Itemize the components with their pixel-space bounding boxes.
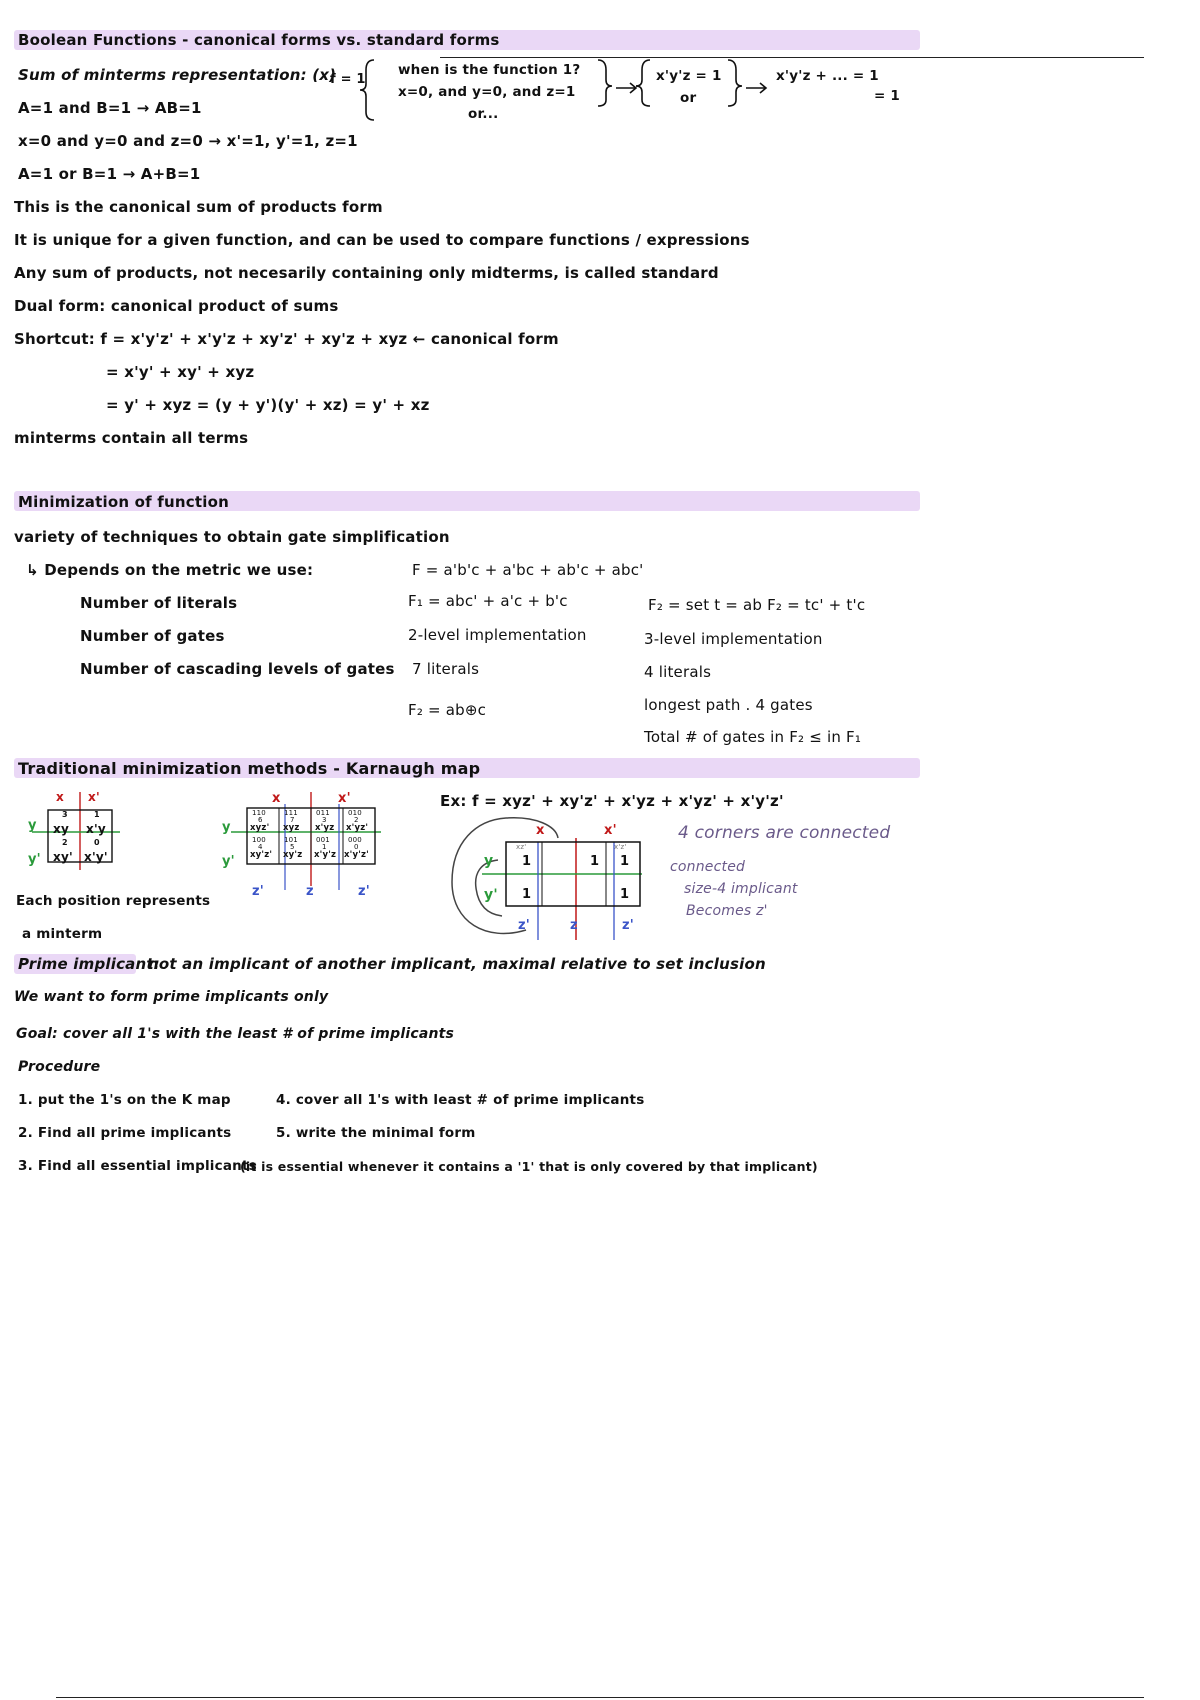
result-eq1: = 1 — [874, 88, 901, 104]
kx-xp-label: x' — [604, 823, 617, 838]
function-f1: F₁ = abc' + a'c + b'c — [408, 592, 568, 610]
kx-cell-b: x'z' — [614, 843, 627, 851]
result-or: or — [680, 90, 697, 106]
k3-top-idx: 7 — [290, 816, 295, 824]
k2-n11: 3 — [62, 810, 68, 819]
kx-yp-label: y' — [484, 887, 498, 903]
k2-n12: 1 — [94, 810, 100, 819]
f2-path: longest path . 4 gates — [644, 696, 813, 714]
kx-z3-label: z' — [622, 918, 634, 933]
k3-bot-idx: 0 — [354, 843, 359, 851]
procedure-step-3-note: (it is essential whenever it contains a '1' that is only covered by that implicant) — [240, 1159, 818, 1174]
k3-top-num: 110 — [252, 809, 266, 817]
kx-y-label: y — [484, 853, 494, 869]
k3-bot-idx: 4 — [258, 843, 263, 851]
f2-level: 3-level implementation — [644, 630, 823, 648]
metric-levels: Number of cascading levels of gates — [80, 660, 395, 678]
brace-line-3: or... — [468, 106, 499, 122]
sum-label: Sum of minterms representation: (x) — [18, 66, 337, 84]
k3-top-cell: x'yz — [315, 823, 335, 833]
k3-bot-idx: 1 — [322, 843, 327, 851]
k2-y-label: y — [28, 818, 37, 833]
bullet-variety: variety of techniques to obtain gate simplification — [14, 528, 450, 546]
f2-heading: F₂ = set t = ab F₂ = tc' + t'c — [648, 596, 866, 614]
k3-top-num: 111 — [284, 809, 298, 817]
k2-xp-label: x' — [88, 790, 100, 804]
depends-line: ↳ Depends on the metric we use: — [26, 561, 314, 579]
xyz-line: x=0 and y=0 and z=0 → x'=1, y'=1, z=1 — [18, 132, 358, 150]
left-brace — [360, 60, 374, 120]
goal-line: Goal: cover all 1's with the least # of prime implicants — [16, 1026, 455, 1042]
k3-bot-cell: x'y'z — [314, 850, 337, 860]
k2-c11: xy — [53, 822, 69, 836]
k3-bot-cell: xy'z — [283, 850, 303, 860]
kx-one: 1 — [620, 854, 630, 869]
left-brace-2 — [636, 60, 650, 86]
section-title: Minimization of function — [18, 493, 229, 511]
bullet-minterms: minterms contain all terms — [14, 429, 249, 447]
k3-top-cell: xyz — [283, 823, 300, 833]
bullet-standard: Any sum of products, not necesarily containing only midterms, is called standard — [14, 264, 719, 282]
procedure-step-2: 2. Find all prime implicants — [18, 1125, 232, 1141]
k3-bot-num: 001 — [316, 836, 330, 844]
k2-c22: x'y' — [84, 850, 108, 864]
procedure-heading: Procedure — [18, 1059, 101, 1075]
procedure-step-1: 1. put the 1's on the K map — [18, 1092, 231, 1108]
brace-line-2: x=0, and y=0, and z=1 — [398, 84, 576, 100]
k3-bot-num: 101 — [284, 836, 298, 844]
k3-top-cell: xyz' — [250, 823, 270, 833]
note-becomes: Becomes z' — [686, 903, 768, 919]
shortcut-step-3: = y' + xyz = (y + y')(y' + xz) = y' + xz — [106, 396, 430, 414]
kx-one: 1 — [620, 887, 630, 902]
footer-rule — [56, 1697, 1144, 1698]
k2-n21: 2 — [62, 838, 68, 847]
ab-or-line: A=1 or B=1 → A+B=1 — [18, 165, 201, 183]
kx-z1-label: z' — [518, 918, 530, 933]
left-brace-2b — [636, 86, 650, 106]
brace-line-1: when is the function 1? — [398, 62, 581, 78]
k2-n22: 0 — [94, 838, 100, 847]
procedure-step-3: 3. Find all essential implicants — [18, 1158, 257, 1174]
ab-and-line: A=1 and B=1 → AB=1 — [18, 99, 202, 117]
metric-gates: Number of gates — [80, 627, 225, 645]
bullet-shortcut: Shortcut: f = x'y'z' + x'y'z + xy'z' + xy'z + xyz ← canonical form — [14, 330, 559, 348]
kx-x-label: x — [536, 823, 545, 838]
bullet-dual: Dual form: canonical product of sums — [14, 297, 339, 315]
prime-definition: not an implicant of another implicant, maximal relative to set inclusion — [148, 955, 766, 973]
kx-one: 1 — [522, 887, 532, 902]
arrow-shape-2 — [746, 83, 766, 93]
f1-level: 2-level implementation — [408, 626, 587, 644]
k3-top-cell: x'yz' — [346, 823, 369, 833]
k3-xp-label: x' — [338, 791, 351, 806]
k3-x-label: x — [272, 791, 281, 806]
k2-c21: xy' — [53, 850, 73, 864]
k3-top-idx: 2 — [354, 816, 359, 824]
function-f: F = a'b'c + a'bc + ab'c + abc' — [412, 561, 644, 579]
k3-z1-label: z' — [252, 884, 264, 899]
shortcut-step-2: = x'y' + xy' + xyz — [106, 363, 255, 381]
kx-one: 1 — [522, 854, 532, 869]
k2-c12: x'y — [86, 822, 106, 836]
right-brace — [598, 60, 612, 106]
k2-yp-label: y' — [28, 852, 41, 867]
each-position-text: Each position represents — [16, 893, 211, 909]
f-equals-one: f = 1 — [330, 72, 366, 87]
k3-top-idx: 3 — [322, 816, 327, 824]
right-brace-2 — [728, 60, 742, 106]
section-title: Boolean Functions - canonical forms vs. standard forms — [18, 31, 500, 49]
note-corners: 4 corners are connected — [678, 823, 891, 843]
function-f2: F₂ = ab⊕c — [408, 701, 487, 719]
procedure-step-4: 4. cover all 1's with least # of prime implicants — [276, 1092, 645, 1108]
want-line: We want to form prime implicants only — [14, 989, 329, 1005]
f2-total: Total # of gates in F₂ ≤ in F₁ — [644, 728, 862, 746]
k3-bot-cell: xy'z' — [250, 850, 273, 860]
note-connected: connected — [670, 859, 746, 875]
a-minterm-text: a minterm — [22, 926, 103, 942]
prime-label: Prime implicant: — [18, 955, 160, 973]
bullet-unique: It is unique for a given function, and can be used to compare functions / expressions — [14, 231, 750, 249]
k3-top-num: 010 — [348, 809, 362, 817]
bullet-canonical: This is the canonical sum of products form — [14, 198, 383, 216]
k3-bot-idx: 5 — [290, 843, 295, 851]
k3-bot-num: 000 — [348, 836, 362, 844]
result-top: x'y'z = 1 — [656, 68, 722, 84]
k3-y-label: y — [222, 820, 231, 835]
note-size4: size-4 implicant — [684, 881, 798, 897]
kx-z2-label: z — [570, 918, 578, 933]
k3-top-idx: 6 — [258, 816, 263, 824]
k3-z2-label: z — [306, 884, 314, 899]
section-title: Traditional minimization methods - Karnaugh map — [18, 759, 481, 778]
result-sum: x'y'z + ... = 1 — [776, 68, 879, 84]
k2-x-label: x — [56, 790, 64, 804]
kmap-example — [446, 812, 686, 946]
k3-z3-label: z' — [358, 884, 370, 899]
kx-one: 1 — [590, 854, 600, 869]
k3-yp-label: y' — [222, 854, 235, 869]
f2-literals: 4 literals — [644, 663, 712, 681]
metric-literals: Number of literals — [80, 594, 238, 612]
procedure-step-5: 5. write the minimal form — [276, 1125, 476, 1141]
kx-cell-a: xz' — [516, 843, 527, 851]
f1-literals: 7 literals — [412, 660, 480, 678]
k3-top-num: 011 — [316, 809, 330, 817]
arrow-shape-1 — [616, 83, 636, 93]
k3-bot-cell: x'y'z' — [344, 850, 369, 860]
example-function: Ex: f = xyz' + xy'z' + x'yz + x'yz' + x'y'z' — [440, 792, 784, 810]
k3-bot-num: 100 — [252, 836, 266, 844]
